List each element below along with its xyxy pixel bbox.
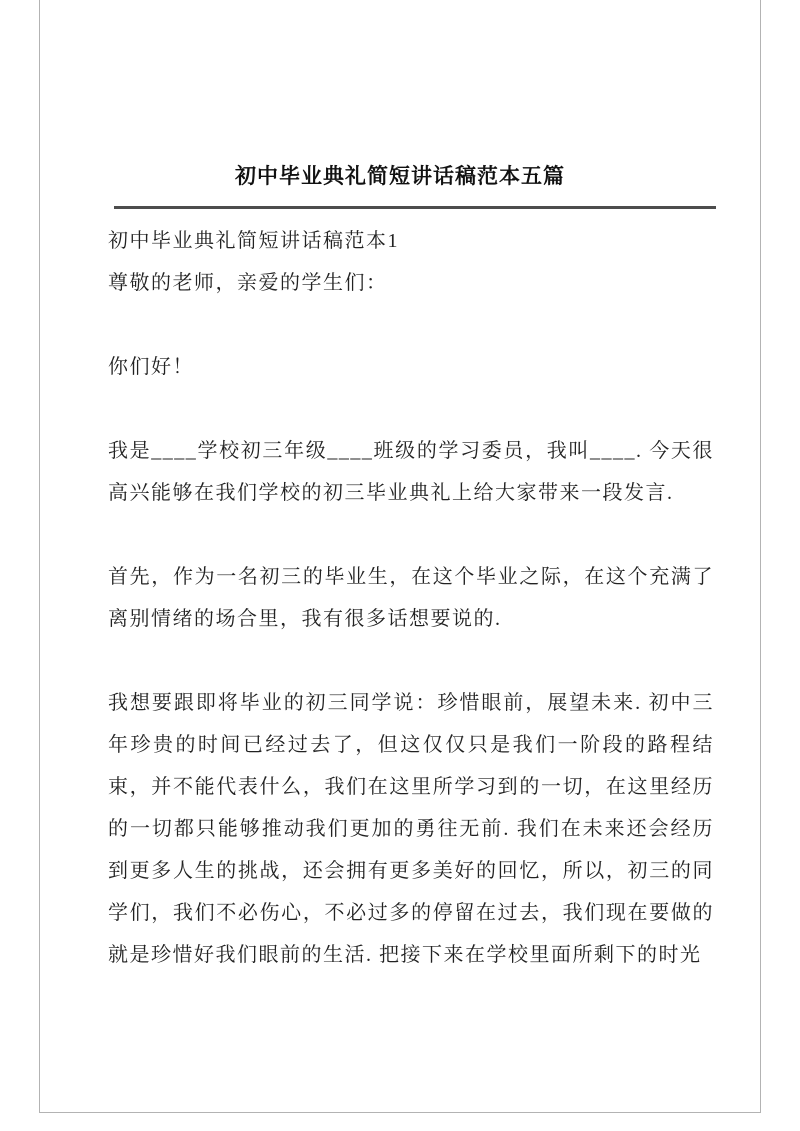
title-divider xyxy=(114,206,716,209)
paragraph-opening: 首先，作为一名初三的毕业生，在这个毕业之际，在这个充满了离别情绪的场合里，我有很多话想要说的. xyxy=(108,566,714,630)
paragraph-introduction: 我是____学校初三年级____班级的学习委员，我叫____. 今天很高兴能够在我们学校的初三毕业典礼上给大家带来一段发言. xyxy=(108,440,714,504)
document-body xyxy=(108,220,714,976)
page-border-bottom xyxy=(39,1112,761,1113)
paragraph-main-body: 我想要跟即将毕业的初三同学说：珍惜眼前，展望未来. 初中三年珍贵的时间已经过去了，但这仅仅只是我们一阶段的路程结束，并不能代表什么，我们在这里所学习到的一切，在这里经历的一切都只能够推动我们更加的勇往无前. 我们在未来还会经历到更多人生的挑战，还会拥有更多美好的回忆，所以，初三的同学们，我们不必伤心，不必过多的停留在过去，我们现在要做的就是珍惜好我们眼前的生活. 把接下来在学校里面所剩下的时光 xyxy=(108,692,714,966)
document-title: 初中毕业典礼简短讲话稿范本五篇 xyxy=(235,164,565,188)
paragraph-salutation: 尊敬的老师，亲爱的学生们： xyxy=(108,272,388,294)
paragraph-subtitle: 初中毕业典礼简短讲话稿范本1 xyxy=(108,230,399,252)
paragraph-greeting: 你们好！ xyxy=(108,356,194,378)
